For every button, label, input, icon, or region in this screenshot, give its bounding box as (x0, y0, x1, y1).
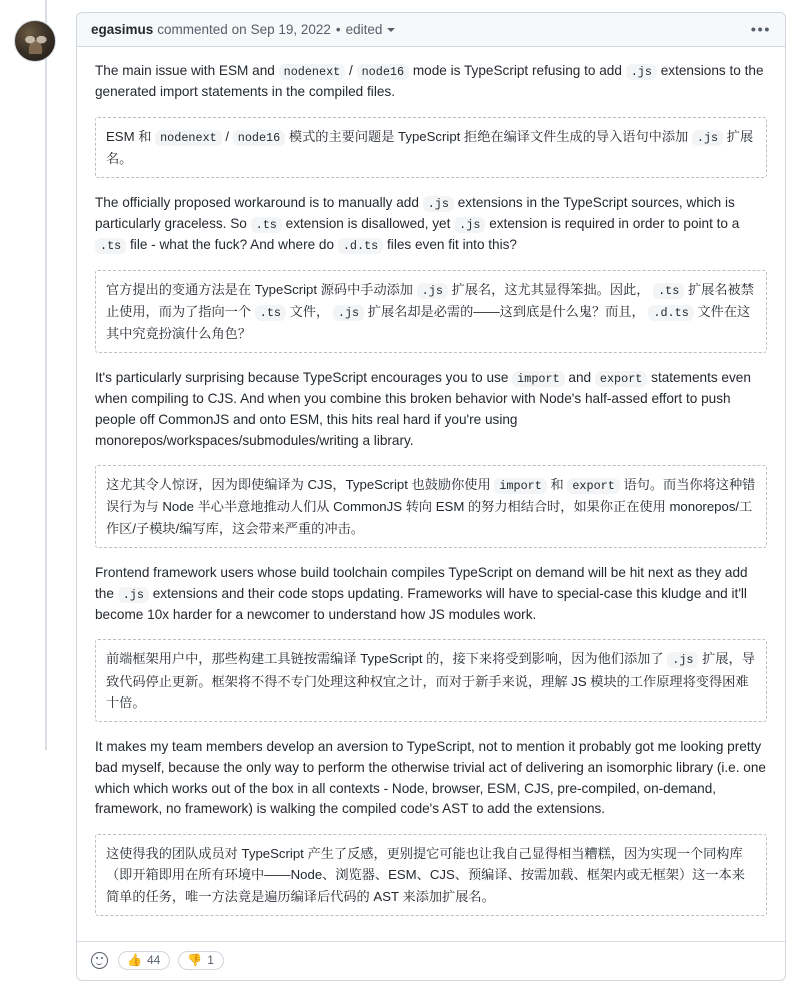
inline-code: node16 (233, 130, 285, 146)
avatar[interactable] (14, 20, 56, 62)
text-run: 扩展名却是必需的——这到底是什么鬼？而且， (364, 303, 649, 319)
comment-action: commented on (157, 22, 247, 37)
inline-code: .js (454, 217, 485, 233)
inline-code: .d.ts (648, 305, 693, 321)
edited-label[interactable]: edited (345, 22, 383, 37)
text-run: / (221, 128, 233, 144)
text-run: extensions in the TypeScript sources, which is particularly graceless. So (95, 195, 735, 231)
text-run: 前端框架用户中，那些构建工具链按需编译 TypeScript 的，接下来将受到影响，因为他们添加了 (106, 651, 668, 667)
translated-quote-block (95, 270, 767, 354)
comment-header (77, 13, 785, 47)
text-run: extension is disallowed, yet (281, 215, 455, 231)
inline-code: import (494, 478, 546, 494)
inline-code: import (512, 371, 564, 387)
add-reaction-icon[interactable] (91, 952, 108, 969)
text-run: mode is TypeScript refusing to add (409, 63, 626, 78)
inline-code: .js (417, 283, 448, 299)
reaction-thumbs-up[interactable] (118, 951, 170, 970)
inline-code: .ts (95, 238, 126, 254)
text-run: / (345, 63, 357, 78)
text-run: 和 (546, 477, 568, 493)
text-run: Frontend framework users whose build toolchain compiles TypeScript on demand will be hit next as they add the (95, 565, 748, 601)
translated-quote-block (95, 834, 767, 916)
timeline-rail (45, 0, 47, 750)
text-run: ESM 和 (106, 128, 156, 144)
inline-code: .js (333, 305, 364, 321)
inline-code: .js (118, 587, 149, 603)
comment-container (14, 12, 786, 981)
inline-code: .js (692, 130, 723, 146)
text-run: extension is required in order to point to a (485, 215, 740, 231)
text-run: 语句。而当你将这种错误行为与 Node 半心半意地推动人们从 CommonJS 转向 ESM 的努力相结合时，如果你正在使用 monorepos/工作区/子模块/编写库，这会带来严重的冲击。 (106, 477, 756, 536)
meta-separator: • (335, 22, 341, 37)
text-run: 这尤其令人惊讶，因为即使编译为 CJS，TypeScript 也鼓励你使用 (106, 477, 495, 493)
comment-timestamp[interactable]: Sep 19, 2022 (250, 22, 331, 37)
text-run: extensions to the generated import statements in the compiled files. (95, 63, 764, 99)
text-run: The officially proposed workaround is to manually add (95, 195, 423, 211)
thumbs-up-count: 44 (146, 953, 161, 968)
text-run: and (564, 370, 595, 386)
text-run: files even fit into this? (383, 236, 517, 252)
thumbs-up-icon: 👍 (127, 953, 142, 968)
inline-code: .js (667, 652, 698, 668)
comment-body (77, 47, 785, 935)
translated-quote-block (95, 465, 767, 548)
text-run: 扩展名，这尤其显得笨拙。因此， (447, 281, 654, 297)
kebab-menu-icon[interactable]: ••• (750, 21, 771, 38)
inline-code: export (595, 371, 647, 387)
comment-paragraph (95, 61, 767, 103)
text-run: 模式的主要问题是 TypeScript 拒绝在编译文件生成的导入语句中添加 (285, 128, 692, 144)
text-run: file - what the fuck? And where do (126, 236, 338, 252)
translated-quote-block (95, 117, 767, 178)
chevron-down-icon[interactable] (387, 28, 395, 32)
inline-code: node16 (357, 64, 409, 80)
comment-paragraph (95, 563, 767, 625)
text-run: statements even when compiling to CJS. And when you combine this broken behavior with Node's half-assed effort to push people off CommonJS and onto ESM, this hits real hard if you're using monorepos/workspaces/submodules/writing a library. (95, 370, 751, 448)
reactions-bar (77, 941, 785, 980)
inline-code: nodenext (279, 64, 346, 80)
translated-quote-block (95, 639, 767, 722)
text-run: It makes my team members develop an aversion to TypeScript, not to mention it probably got me looking pretty bad myself, because the only way to perform the otherwise trivial act of delivering an isomorphic library (i.e. one which which works out of the box in all contexts - Node, browser, ESM, CJS, pre-compiled, on-demand, framework, no framework) is walking the compiled code's AST to add the extensions. (95, 739, 766, 817)
comment-box (76, 12, 786, 981)
text-run: It's particularly surprising because TypeScript encourages you to use (95, 370, 513, 386)
text-run: 这使得我的团队成员对 TypeScript 产生了反感，更别提它可能也让我自己显得相当糟糕，因为实现一个同构库（即开箱即用在所有环境中——Node、浏览器、ESM、CJS、预编译、按需加载、框架内或无框架）这一本来简单的任务，唯一方法竟是遍历编译后代码的 AST 来添加扩展名。 (106, 845, 745, 904)
comment-author[interactable]: egasimus (91, 22, 154, 37)
inline-code: .ts (251, 217, 282, 233)
text-run: extensions and their code stops updating. Frameworks will have to special-case this kludge and it'll become 10x harder for a newcomer to understand how JS modules work. (95, 585, 747, 622)
text-run: 文件在这其中究竟扮演什么角色？ (106, 303, 751, 342)
inline-code: export (567, 478, 619, 494)
thumbs-down-icon: 👎 (187, 953, 203, 968)
inline-code: .d.ts (338, 238, 383, 254)
inline-code: nodenext (155, 130, 222, 146)
text-run: 官方提出的变通方法是在 TypeScript 源码中手动添加 (106, 281, 417, 297)
text-run: 扩展名。 (106, 128, 754, 166)
inline-code: .js (626, 64, 657, 80)
inline-code: .ts (653, 283, 684, 299)
inline-code: .ts (255, 305, 286, 321)
inline-code: .js (423, 196, 454, 212)
comment-paragraph (95, 368, 767, 451)
thumbs-down-count: 1 (207, 953, 214, 968)
text-run: 扩展名被禁止使用，而为了指向一个 (106, 281, 754, 319)
comment-paragraph (95, 193, 767, 256)
reaction-thumbs-down[interactable] (178, 951, 224, 970)
text-run: The main issue with ESM and (95, 63, 279, 78)
text-run: 扩展，导致代码停止更新。框架将不得不专门处理这种权宜之计，而对于新手来说，理解 JS 模块的工作原理将变得困难十倍。 (106, 651, 755, 710)
text-run: 文件， (285, 303, 333, 319)
